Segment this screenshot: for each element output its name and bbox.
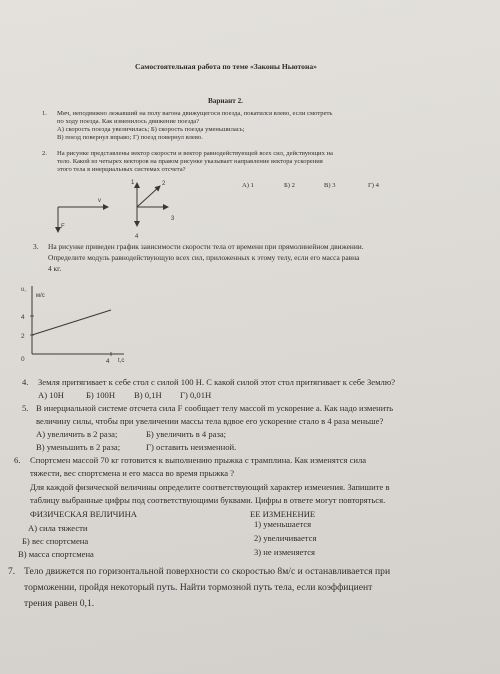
q3-line-2: Определите модуль равнодействующую всех сил, приложенных к этому телу, если его масса равна bbox=[48, 253, 360, 262]
q5-answer-b: Б) увеличить в 4 раза; bbox=[146, 429, 227, 439]
q4-number: 4. bbox=[22, 377, 29, 387]
q2-line-1: На рисунке представлены вектор скорости и вектор равнодействующей всех сил, действующих на bbox=[57, 150, 333, 157]
vector-4-label: 4 bbox=[135, 234, 139, 240]
q2-answer-d: Г) 4 bbox=[368, 182, 379, 189]
q4-answer-a: А) 10Н bbox=[38, 390, 65, 400]
q6-line-2: тяжести, вес спортсмена и его масса во время прыжка ? bbox=[30, 468, 235, 478]
q3-line-1: На рисунке приведен график зависимости скорости тела от времени при прямолинейном движении. bbox=[48, 242, 364, 251]
q6-left-item-b: Б) вес спортсмена bbox=[22, 536, 89, 546]
y-axis-unit: м/с bbox=[36, 293, 45, 299]
q2-number: 2. bbox=[42, 150, 47, 157]
q2-answer-c: В) 3 bbox=[324, 182, 336, 189]
q6-right-header: ЕЕ ИЗМЕНЕНИЕ bbox=[250, 509, 316, 519]
q3-velocity-graph bbox=[18, 280, 148, 366]
q6-left-item-a: А) сила тяжести bbox=[28, 523, 88, 533]
q6-left-item-c: В) масса спортсмена bbox=[18, 549, 94, 559]
q6-number: 6. bbox=[14, 455, 21, 465]
q1-line-2: по ходу поезда. Как изменилось движение поезда? bbox=[57, 118, 200, 125]
variant-heading: Вариант 2. bbox=[208, 97, 243, 105]
q6-line-1: Спортсмен массой 70 кг готовится к выполнению прыжка с трамплина. Как изменятся сила bbox=[30, 455, 367, 465]
q4-answer-d: Г) 0,01Н bbox=[180, 390, 212, 400]
q2-answer-b: Б) 2 bbox=[284, 182, 295, 189]
x-tick-4: 4 bbox=[106, 358, 110, 365]
q4-answer-c: В) 0,1Н bbox=[134, 390, 162, 400]
q4-answer-b: Б) 100Н bbox=[86, 390, 116, 400]
y-tick-2: 2 bbox=[21, 333, 25, 340]
q6-line-4: таблицу выбранные цифры под соответствующими буквами. Цифры в ответе могут повторяться. bbox=[30, 495, 386, 505]
x-axis-unit: t,c bbox=[118, 358, 125, 364]
q3-number: 3. bbox=[33, 242, 39, 251]
q5-line-2: величину силы, чтобы при увеличении массы тела вдвое его ускорение стало в 4 раза меньше? bbox=[36, 416, 384, 426]
velocity-label: v bbox=[98, 198, 101, 204]
page-title: Самостоятельная работа по теме «Законы Ньютона» bbox=[135, 62, 317, 71]
q6-line-3: Для каждой физической величины определите соответствующий характер изменения. Запишите в bbox=[30, 482, 390, 492]
y-tick-4: 4 bbox=[21, 314, 25, 321]
q6-left-header: ФИЗИЧЕСКАЯ ВЕЛИЧИНА bbox=[30, 509, 137, 519]
q7-number: 7. bbox=[8, 566, 16, 577]
origin-label: 0 bbox=[21, 356, 25, 363]
q5-line-1: В инерциальной системе отсчета сила F сообщает телу массой m ускорение a. Как надо изменить bbox=[36, 403, 394, 413]
q6-right-item-1: 1) уменьшается bbox=[254, 519, 312, 529]
q5-answer-a: А) увеличить в 2 раза; bbox=[36, 429, 118, 439]
q7-line-3: трения равен 0,1. bbox=[24, 598, 95, 609]
q1-line-4: В) поезд повернул вправо; Г) поезд повернул влево. bbox=[57, 134, 203, 141]
q4-line-1: Земля притягивает к себе стол с силой 100 Н. С какой силой этот стол притягивает к себе Землю? bbox=[38, 377, 396, 387]
vector-2-label: 2 bbox=[162, 181, 166, 187]
q1-line-3: А) скорость поезда увеличилась; Б) скорость поезда уменьшилась; bbox=[57, 126, 245, 133]
q7-line-1: Тело движется по горизонтальной поверхности со скоростью 8м/с и останавливается при bbox=[24, 566, 391, 577]
q6-right-item-3: 3) не изменяется bbox=[254, 547, 315, 557]
q1-number: 1. bbox=[42, 110, 47, 117]
y-axis-symbol: υ, bbox=[21, 287, 26, 293]
q3-line-3: 4 кг. bbox=[48, 264, 62, 273]
vector-3-label: 3 bbox=[171, 216, 175, 222]
force-label: F bbox=[61, 224, 65, 230]
q2-line-2: тело. Какой из четырех векторов на правом рисунке указывает направление вектора ускорения bbox=[57, 158, 323, 165]
q1-line-1: Мяч, неподвижно лежавший на полу вагона движущегося поезда, покатился влево, если смотреть bbox=[57, 110, 333, 117]
q2-line-3: этого тела в инерциальных системах отсчета? bbox=[57, 166, 186, 173]
q5-answer-d: Г) оставить неизменной. bbox=[146, 442, 237, 452]
vector-1-label: 1 bbox=[131, 180, 135, 186]
vector-2 bbox=[137, 186, 160, 207]
q5-number: 5. bbox=[22, 403, 29, 413]
q5-answer-c: В) уменьшить в 2 раза; bbox=[36, 442, 121, 452]
q6-right-item-2: 2) увеличивается bbox=[254, 533, 317, 543]
q2-answer-a: А) 1 bbox=[242, 182, 254, 189]
q7-line-2: торможении, пройдя некоторый путь. Найти тормозной путь тела, если коэффициент bbox=[24, 582, 373, 593]
velocity-line bbox=[32, 310, 111, 335]
q2-vector-figure bbox=[40, 176, 200, 242]
